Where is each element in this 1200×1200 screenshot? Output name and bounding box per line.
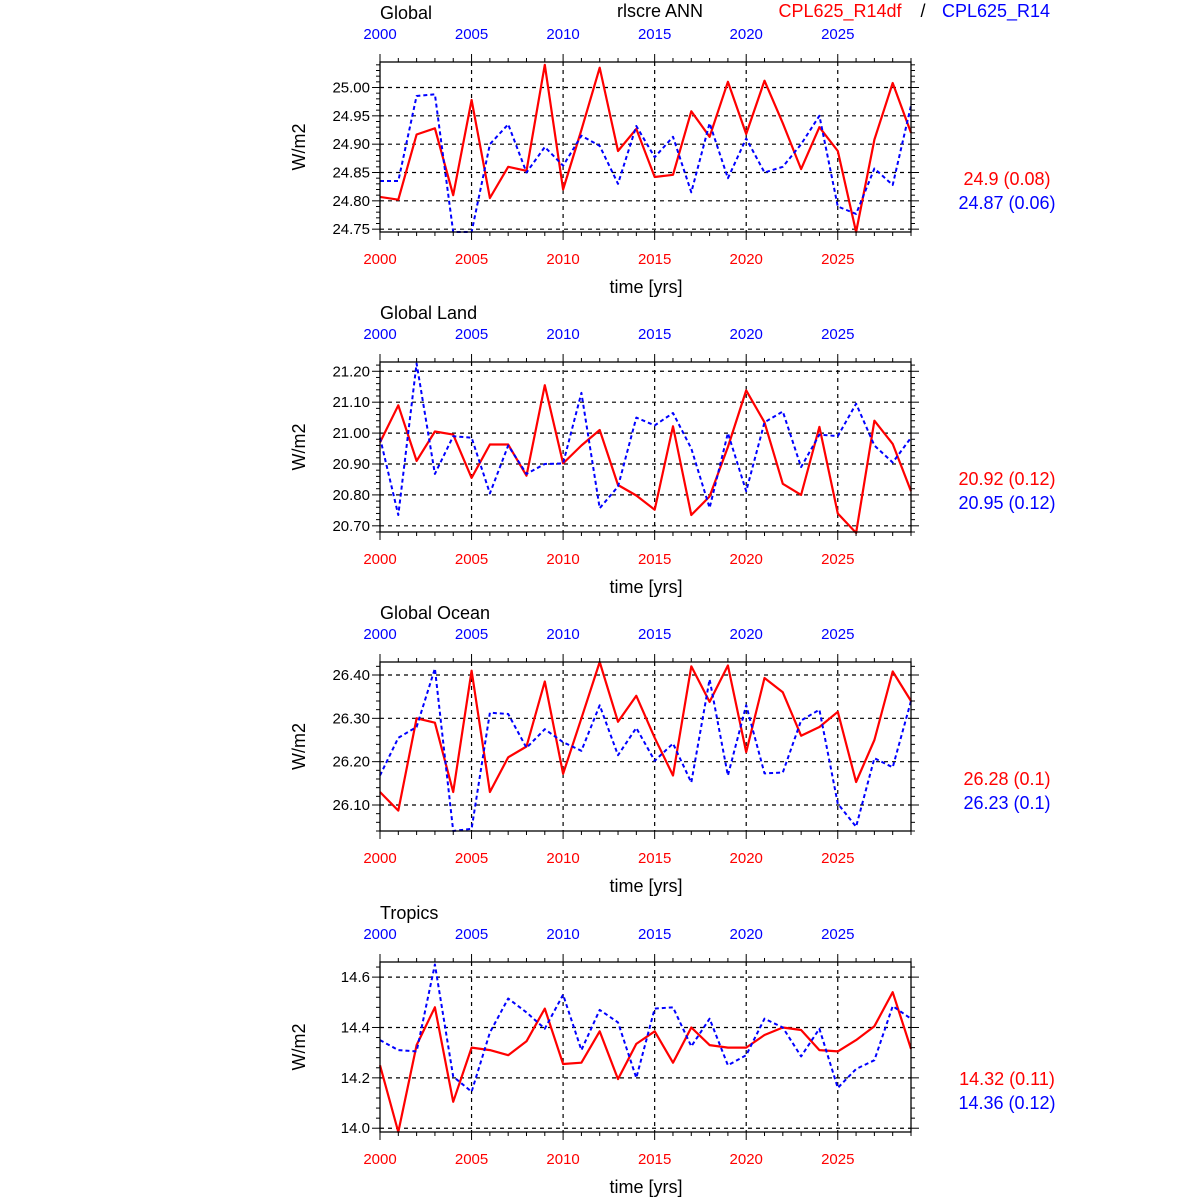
x-tick-label: 2015	[637, 551, 672, 568]
chart-panel-3	[289, 603, 1051, 896]
y-tick-label: 20.80	[332, 486, 370, 504]
x-tick-label-top: 2015	[637, 926, 672, 943]
x-tick-label-top: 2025	[821, 26, 855, 43]
x-tick-label: 2010	[546, 251, 580, 268]
stat-label-case2: 20.95 (0.12)	[958, 493, 1056, 513]
x-tick-label-top: 2015	[637, 626, 672, 643]
x-tick-label-top: 2020	[729, 926, 763, 943]
y-tick-label: 24.85	[332, 164, 370, 182]
x-tick-label-top: 2010	[546, 926, 580, 943]
x-tick-label-top: 2005	[454, 626, 489, 643]
x-tick-label: 2020	[729, 1151, 763, 1168]
x-tick-label: 2020	[729, 251, 763, 268]
series-line-case1	[380, 65, 911, 232]
x-tick-label-top: 2000	[363, 26, 397, 43]
x-tick-label: 2015	[637, 251, 672, 268]
case1-name: CPL625_R14df	[778, 1, 902, 21]
series-line-case2	[380, 965, 911, 1092]
y-tick-label: 20.70	[332, 517, 370, 535]
x-axis-label: time [yrs]	[609, 1177, 683, 1197]
stat-label-case1: 26.28 (0.1)	[963, 769, 1051, 789]
panel-title: Tropics	[380, 903, 439, 923]
ticks	[372, 54, 919, 240]
variable-title: rlscre ANN	[616, 1, 704, 21]
case-separator: /	[920, 1, 926, 21]
x-tick-label-top: 2015	[637, 326, 672, 343]
x-tick-label-top: 2000	[363, 926, 397, 943]
chart-panel-4	[289, 903, 1056, 1197]
x-tick-label-top: 2020	[729, 326, 763, 343]
series-line-case2	[380, 364, 911, 516]
x-tick-label: 2020	[729, 551, 763, 568]
y-tick-label: 26.40	[332, 667, 370, 684]
series-line-case1	[380, 662, 911, 811]
y-tick-label: 26.20	[332, 753, 370, 771]
x-axis-label: time [yrs]	[609, 277, 683, 297]
chart-panel-2	[289, 303, 1056, 597]
y-tick-label: 21.10	[332, 394, 370, 412]
x-tick-label-top: 2025	[821, 926, 855, 943]
x-tick-label: 2005	[454, 1151, 489, 1168]
x-tick-label: 2025	[821, 850, 855, 867]
series-line-case1	[380, 385, 911, 533]
stat-label-case2: 14.36 (0.12)	[958, 1093, 1056, 1113]
x-tick-label-top: 2010	[546, 626, 580, 643]
y-tick-label: 24.75	[332, 221, 370, 239]
y-tick-label: 24.90	[332, 136, 370, 154]
x-tick-label: 2010	[546, 551, 580, 568]
panel-title: Global Land	[380, 303, 478, 323]
x-tick-label: 2010	[546, 1151, 580, 1168]
x-tick-label: 2005	[454, 850, 489, 867]
y-tick-label: 21.00	[332, 425, 370, 443]
chart-panel-1	[289, 3, 1056, 297]
y-tick-label: 14.2	[340, 1069, 370, 1087]
x-tick-label-top: 2010	[546, 326, 580, 343]
x-tick-label: 2000	[363, 551, 397, 568]
panel-title: Global	[380, 3, 433, 23]
series-line-case1	[380, 992, 911, 1132]
x-tick-label: 2020	[729, 850, 763, 867]
x-tick-label: 2025	[821, 251, 855, 268]
y-tick-label: 25.00	[332, 79, 370, 97]
stat-label-case1: 14.32 (0.11)	[959, 1069, 1055, 1089]
x-tick-label: 2000	[363, 1151, 397, 1168]
x-tick-label-top: 2010	[546, 26, 580, 43]
x-tick-label-top: 2015	[637, 26, 672, 43]
ticks	[372, 654, 919, 839]
y-tick-label: 14.6	[340, 969, 370, 987]
stat-label-case1: 24.9 (0.08)	[963, 169, 1051, 189]
x-tick-label: 2010	[546, 850, 580, 867]
x-tick-label: 2025	[821, 1151, 855, 1168]
x-tick-label-top: 2005	[454, 926, 489, 943]
y-tick-label: 14.4	[340, 1019, 370, 1037]
y-tick-label: 14.0	[340, 1120, 370, 1138]
x-tick-label: 2000	[363, 251, 397, 268]
y-tick-label: 26.10	[332, 797, 370, 814]
x-tick-label: 2000	[363, 850, 397, 867]
y-tick-label: 24.95	[332, 107, 370, 125]
case2-name: CPL625_R14	[941, 1, 1051, 21]
stat-label-case1: 20.92 (0.12)	[958, 469, 1056, 489]
grid	[380, 62, 911, 232]
x-tick-label-top: 2005	[454, 26, 489, 43]
y-axis-label: W/m2	[289, 423, 309, 471]
x-tick-label-top: 2025	[821, 626, 855, 643]
stat-label-case2: 24.87 (0.06)	[958, 193, 1056, 213]
header	[617, 1, 1050, 22]
y-tick-label: 20.90	[332, 456, 370, 473]
x-tick-label: 2005	[454, 251, 489, 268]
x-tick-label-top: 2020	[729, 26, 763, 43]
panel-title: Global Ocean	[380, 603, 491, 623]
y-axis-label: W/m2	[289, 723, 309, 770]
x-tick-label: 2025	[821, 551, 855, 568]
y-tick-label: 21.20	[332, 363, 370, 381]
panels	[289, 3, 1056, 1197]
x-axis-label: time [yrs]	[609, 876, 683, 896]
y-axis-label: W/m2	[289, 123, 309, 171]
x-tick-label-top: 2000	[363, 626, 397, 643]
x-tick-label-top: 2005	[454, 326, 489, 343]
y-axis-label: W/m2	[289, 1023, 309, 1071]
y-tick-label: 26.30	[332, 710, 370, 728]
x-axis-label: time [yrs]	[609, 577, 683, 597]
x-tick-label-top: 2000	[363, 326, 397, 343]
x-tick-label: 2015	[637, 850, 672, 867]
x-tick-label-top: 2020	[729, 626, 763, 643]
stat-label-case2: 26.23 (0.1)	[963, 793, 1051, 813]
x-tick-label-top: 2025	[821, 326, 855, 343]
y-tick-label: 24.80	[332, 192, 370, 210]
x-tick-label: 2005	[454, 551, 489, 568]
x-tick-label: 2015	[637, 1151, 672, 1168]
